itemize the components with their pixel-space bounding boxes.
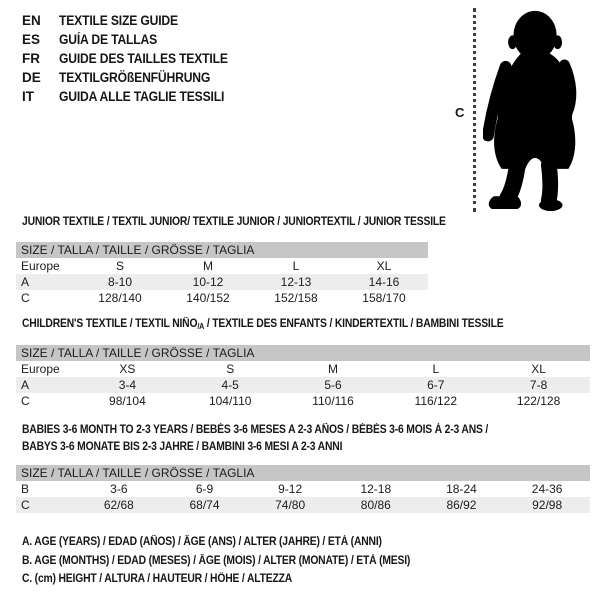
- table-row-b: [16, 481, 590, 497]
- size-cell: 128/140: [98, 291, 142, 305]
- language-row: [22, 30, 247, 49]
- row-label: C: [21, 291, 30, 305]
- junior-size-table: [16, 242, 428, 306]
- column-header: M: [327, 362, 338, 376]
- size-header-label: SIZE / TALLA / TAILLE / GRÖSSE / TAGLIA: [16, 465, 590, 481]
- baby-figure: [450, 5, 598, 215]
- column-header: XL: [531, 362, 546, 376]
- size-header-label: SIZE / TALLA / TAILLE / GRÖSSE / TAGLIA: [16, 345, 590, 361]
- height-measure-dotted-line: [473, 8, 476, 212]
- size-cell: 9-12: [278, 482, 303, 496]
- row-label: C: [21, 394, 30, 408]
- size-header-bar: [16, 242, 428, 258]
- size-cell: 158/170: [362, 291, 406, 305]
- section-title-junior: JUNIOR TEXTILE / TEXTIL JUNIOR/ TEXTILE JUNIOR / JUNIORTEXTIL / JUNIOR TESSILE: [22, 216, 446, 228]
- column-header: Europe: [21, 259, 60, 273]
- size-cell: 7-8: [487, 377, 590, 393]
- section-title-babies-line1: BABIES 3-6 MONTH TO 2-3 YEARS / BEBÉS 3-6 MESES A 2-3 AÑOS / BÉBÉS 3-6 MOIS À 2-3 ANS /: [22, 424, 489, 436]
- language-code: IT: [22, 89, 34, 104]
- language-code: FR: [22, 51, 40, 66]
- language-row: [22, 49, 247, 68]
- column-header: L: [432, 362, 440, 376]
- size-cell: 3-4: [76, 377, 179, 393]
- title-part: / TEXTILE DES ENFANTS / KINDERTEXTIL / BAMBINI TESSILE: [204, 318, 504, 330]
- language-row: [22, 11, 247, 30]
- children-size-table: [16, 345, 590, 409]
- size-cell: 110/116: [312, 394, 354, 408]
- size-cell: 68/74: [162, 497, 248, 513]
- column-header-row: [16, 258, 428, 274]
- column-header: XL: [376, 259, 392, 273]
- size-cell: 74/80: [247, 497, 333, 513]
- language-label: GUÍA DE TALLAS: [59, 32, 158, 47]
- size-cell: 140/152: [186, 291, 230, 305]
- size-cell: 18-24: [446, 482, 477, 496]
- size-cell: 92/98: [504, 497, 590, 513]
- size-cell: 122/128: [516, 394, 561, 408]
- language-row: [22, 87, 247, 106]
- column-header: Europe: [21, 362, 60, 376]
- size-header-label: SIZE / TALLA / TAILLE / GRÖSSE / TAGLIA: [16, 242, 428, 258]
- title-part: CHILDREN'S TEXTILE / TEXTIL NIÑO: [22, 318, 198, 330]
- size-cell: 6-7: [384, 377, 487, 393]
- table-row-a: [16, 377, 590, 393]
- language-code: ES: [22, 32, 41, 47]
- size-cell: 3-6: [110, 482, 128, 496]
- row-label: A: [16, 274, 76, 290]
- size-cell: 5-6: [282, 377, 385, 393]
- size-cell: 62/68: [76, 497, 162, 513]
- column-header: M: [203, 259, 213, 273]
- table-row-a: [16, 274, 428, 290]
- column-header: S: [115, 259, 124, 273]
- section-title-babies-line2: BABYS 3-6 MONATE BIS 2-3 JAHRE / BAMBINI 3-6 MESI A 2-3 ANNI: [22, 441, 343, 453]
- size-cell: 24-36: [531, 482, 563, 496]
- size-cell: 8-10: [76, 274, 164, 290]
- size-cell: 98/104: [109, 394, 146, 408]
- table-row-c: [16, 290, 428, 306]
- size-cell: 152/158: [274, 291, 318, 305]
- size-cell: 4-5: [179, 377, 282, 393]
- legend-line-a: A. AGE (YEARS) / EDAD (AÑOS) / ÂGE (ANS) / ALTER (JAHRE) / ETÀ (ANNI): [22, 536, 382, 548]
- size-cell: 12-13: [252, 274, 340, 290]
- language-list: [22, 11, 247, 106]
- size-cell: 12-18: [360, 482, 392, 496]
- language-code: EN: [22, 13, 41, 28]
- table-row-c: [16, 393, 590, 409]
- language-label: TEXTILGRÖßENFÜHRUNG: [59, 70, 211, 85]
- size-header-bar: [16, 465, 590, 481]
- row-label: C: [16, 497, 76, 513]
- language-code: DE: [22, 70, 41, 85]
- size-cell: 116/122: [414, 394, 458, 408]
- language-label: GUIDA ALLE TAGLIE TESSILI: [59, 89, 225, 104]
- size-cell: 6-9: [195, 482, 214, 496]
- column-header: S: [226, 362, 235, 376]
- legend-line-b: B. AGE (MONTHS) / EDAD (MESES) / ÂGE (MOIS) / ALTER (MONATE) / ETÀ (MESI): [22, 554, 411, 567]
- column-header-row: [16, 361, 590, 377]
- size-header-bar: [16, 345, 590, 361]
- size-cell: 86/92: [419, 497, 505, 513]
- measure-label-c: C: [455, 105, 465, 120]
- row-label: B: [21, 482, 30, 496]
- column-header: L: [292, 259, 300, 273]
- babies-size-table: [16, 465, 590, 513]
- section-title-children: [22, 318, 503, 330]
- row-label: A: [16, 377, 76, 393]
- column-header: XS: [119, 362, 136, 376]
- language-label: GUIDE DES TAILLES TEXTILE: [59, 51, 228, 66]
- title-subscript: /A: [197, 322, 205, 331]
- language-row: [22, 68, 247, 87]
- size-cell: 10-12: [164, 274, 252, 290]
- baby-silhouette-icon: [483, 6, 593, 212]
- size-cell: 80/86: [333, 497, 419, 513]
- measure-legend: [22, 533, 453, 589]
- table-row-c: [16, 497, 590, 513]
- legend-line-c: C. (cm) HEIGHT / ALTURA / HAUTEUR / HÖHE / ALTEZZA: [22, 573, 293, 585]
- size-cell: 14-16: [340, 274, 428, 290]
- size-cell: 104/110: [208, 394, 252, 408]
- language-label: TEXTILE SIZE GUIDE: [59, 13, 178, 28]
